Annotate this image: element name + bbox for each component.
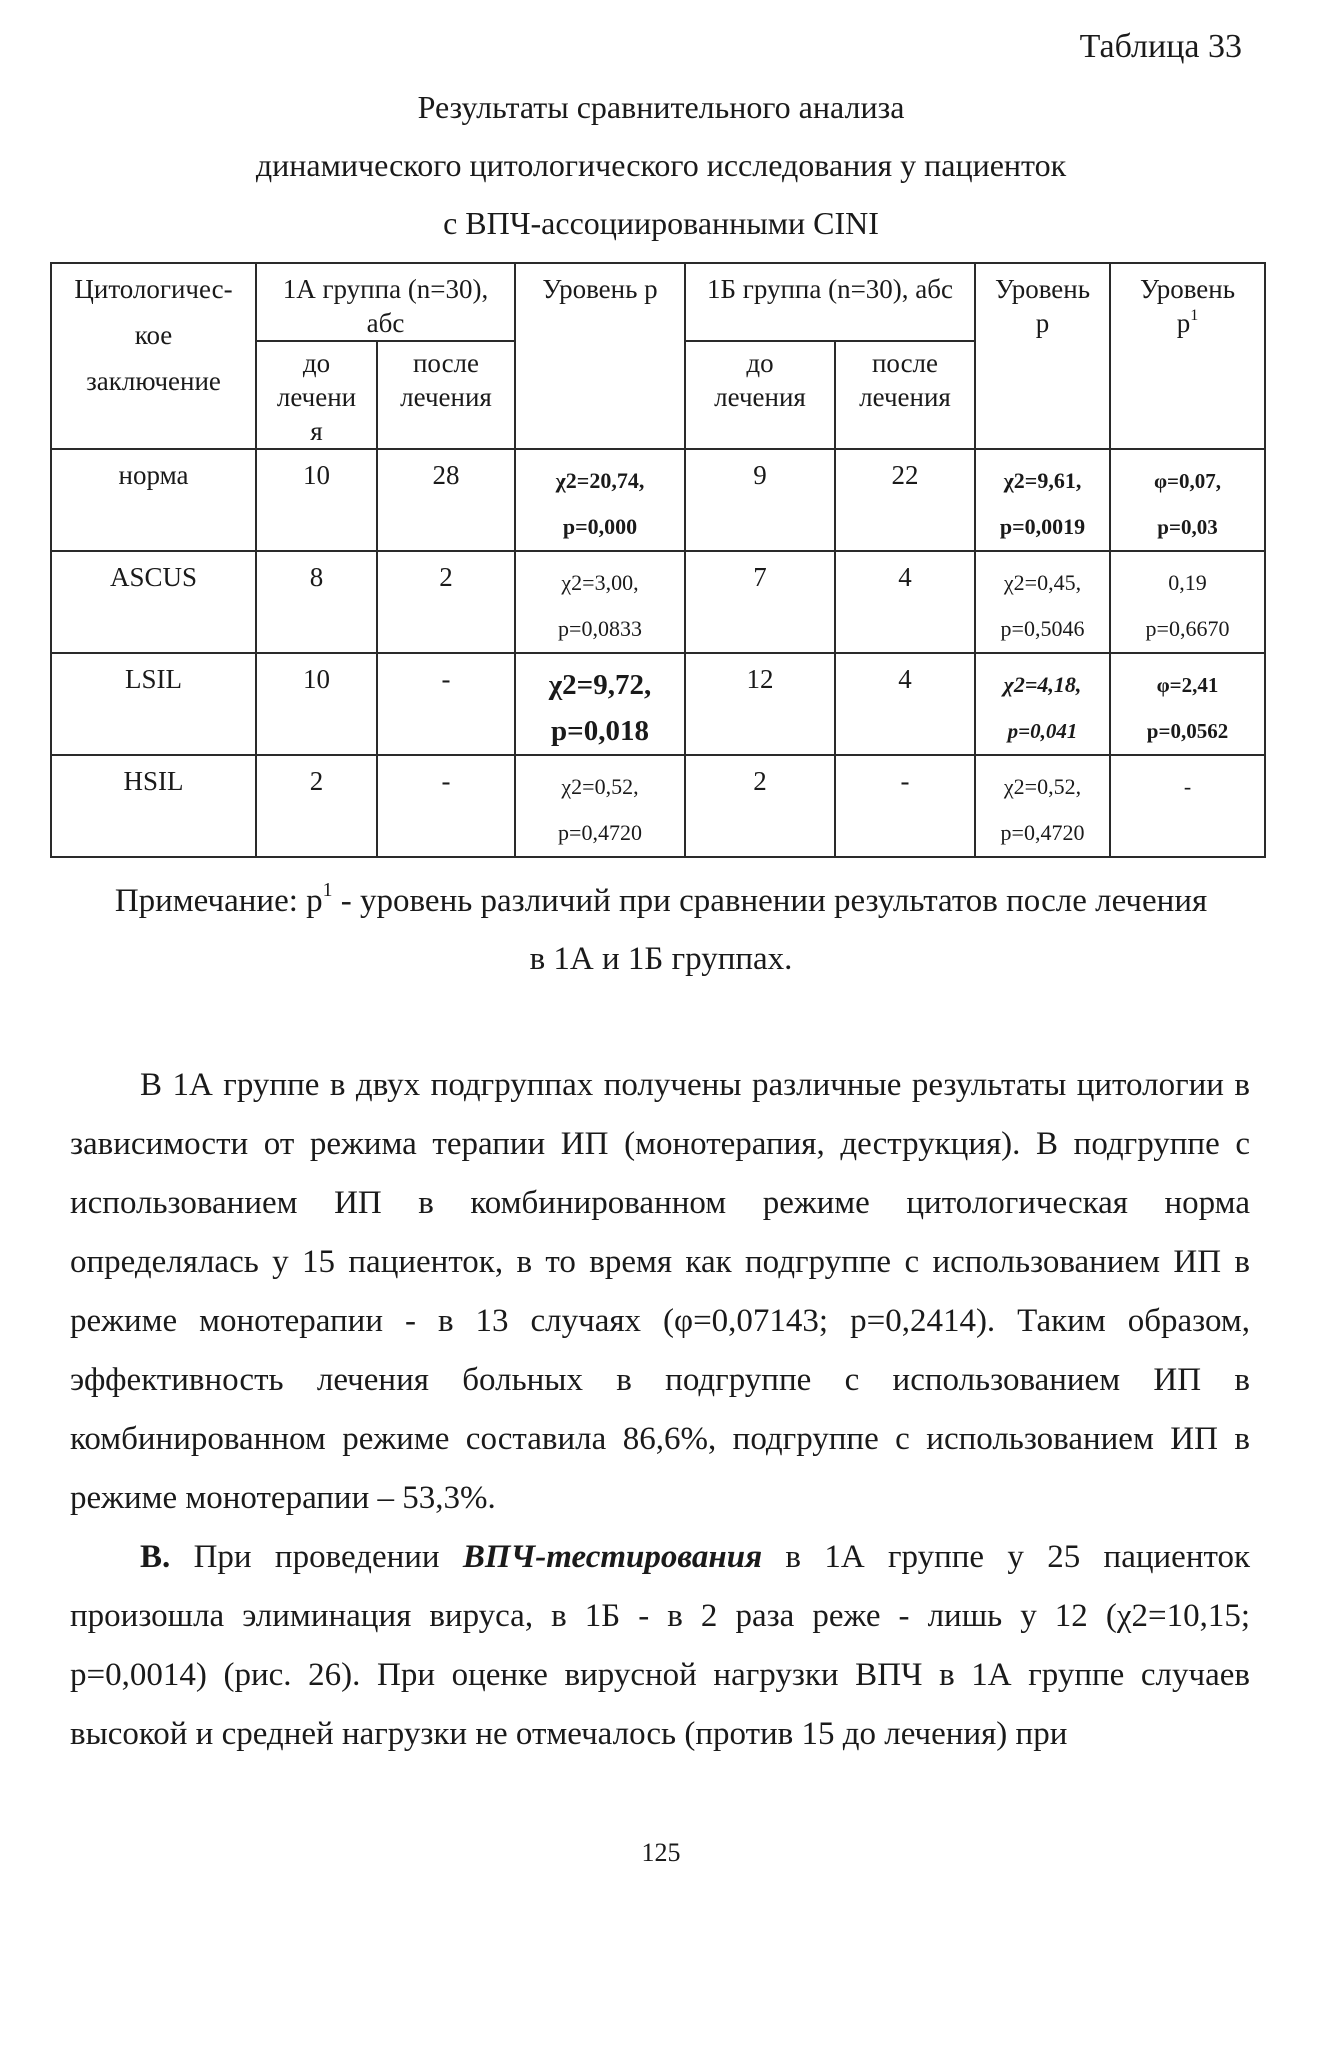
header-level-p-1b: Уровень р — [975, 263, 1110, 449]
cell-1a-before: 8 — [256, 551, 377, 653]
table-note — [0, 872, 1322, 988]
cell-1b-after: - — [835, 755, 975, 857]
row-label: норма — [51, 449, 256, 551]
row-label: LSIL — [51, 653, 256, 755]
cell-p1: φ=2,41 р=0,0562 — [1110, 653, 1265, 755]
cell-p-1a: χ2=9,72, р=0,018 — [515, 653, 685, 755]
note-line-2: в 1А и 1Б группах. — [529, 941, 793, 977]
cell-1a-before: 10 — [256, 449, 377, 551]
cell-1b-before: 9 — [685, 449, 835, 551]
note-line-1: Примечание: $р^1$ - уровень различий при сравнении результатов после лечения — [114, 879, 1208, 919]
cell-p-1b: χ2=0,52, р=0,4720 — [975, 755, 1110, 857]
cell-p-1b: χ2=0,45, р=0,5046 — [975, 551, 1110, 653]
cell-1b-before: 12 — [685, 653, 835, 755]
paragraph-1: В 1А группе в двух подгруппах получены различные результаты цитологии в зависимости от режима терапии ИП (монотерапия, деструкция). В подгруппе с использованием ИП в комбинированном режиме цитологическая норма определялась у 15 пациенток, в то время как подгруппе с использованием ИП в режиме монотерапии - в 13 случаях (φ=0,07143; р=0,2414). Таким образом, эффективность лечения больных в подгруппе с использованием ИП в комбинированном режиме составила 86,6%, подгруппе с использованием ИП в режиме монотерапии – 53,3%. — [70, 1067, 1250, 1516]
row-label: HSIL — [51, 755, 256, 857]
table-title — [0, 78, 1322, 252]
cell-p-1b: χ2=9,61, р=0,0019 — [975, 449, 1110, 551]
cell-1b-after: 4 — [835, 653, 975, 755]
header-1b-before: до лечения — [685, 341, 835, 449]
table-label: Таблица 33 — [1079, 28, 1242, 65]
header-1a-after: после лечения — [377, 341, 515, 449]
header-group-1a: 1А группа (n=30), абс — [256, 263, 515, 341]
cell-p-1a: χ2=20,74, р=0,000 — [515, 449, 685, 551]
row-label: ASCUS — [51, 551, 256, 653]
title-line-3: с ВПЧ-ассоциированными CINI — [443, 205, 879, 241]
table-row — [51, 449, 1265, 551]
cell-p1: φ=0,07, р=0,03 — [1110, 449, 1265, 551]
cell-1b-before: 7 — [685, 551, 835, 653]
title-line-1: Результаты сравнительного анализа — [417, 89, 905, 125]
cell-1a-after: 2 — [377, 551, 515, 653]
cell-1a-after: 28 — [377, 449, 515, 551]
results-table — [50, 262, 1266, 858]
cell-1b-after: 4 — [835, 551, 975, 653]
cell-1b-after: 22 — [835, 449, 975, 551]
table-row — [51, 551, 1265, 653]
title-line-2: динамического цитологического исследования у пациенток — [255, 147, 1067, 183]
header-conclusion: Цитологичес- кое заключение — [51, 263, 256, 449]
cell-p1: 0,19 р=0,6670 — [1110, 551, 1265, 653]
header-1b-after: после лечения — [835, 341, 975, 449]
header-group-1b: 1Б группа (n=30), абс — [685, 263, 975, 341]
header-1a-before: до лечени я — [256, 341, 377, 449]
page-number: 125 — [641, 1838, 681, 1867]
paragraph-2: В. При проведении ВПЧ-тестирования в 1А группе у 25 пациенток произошла элиминация вируса, в 1Б - в 2 раза реже - лишь у 12 (χ2=10,15; р=0,0014) (рис. 26). При оценке вирусной нагрузки ВПЧ в 1А группе случаев высокой и средней нагрузки не отмечалось (против 15 до лечения) при — [70, 1539, 1250, 1752]
cell-1b-before: 2 — [685, 755, 835, 857]
table-row — [51, 653, 1265, 755]
table-row — [51, 755, 1265, 857]
cell-p-1a: χ2=0,52, р=0,4720 — [515, 755, 685, 857]
cell-p1: - — [1110, 755, 1265, 857]
header-level-p: Уровень р — [515, 263, 685, 449]
header-level-p1: Уровень $р^1$ — [1110, 263, 1265, 449]
cell-p-1b: χ2=4,18, р=0,041 — [975, 653, 1110, 755]
cell-1a-after: - — [377, 653, 515, 755]
body-text — [70, 1056, 1250, 1764]
cell-1a-before: 10 — [256, 653, 377, 755]
cell-p-1a: χ2=3,00, р=0,0833 — [515, 551, 685, 653]
cell-1a-after: - — [377, 755, 515, 857]
cell-1a-before: 2 — [256, 755, 377, 857]
